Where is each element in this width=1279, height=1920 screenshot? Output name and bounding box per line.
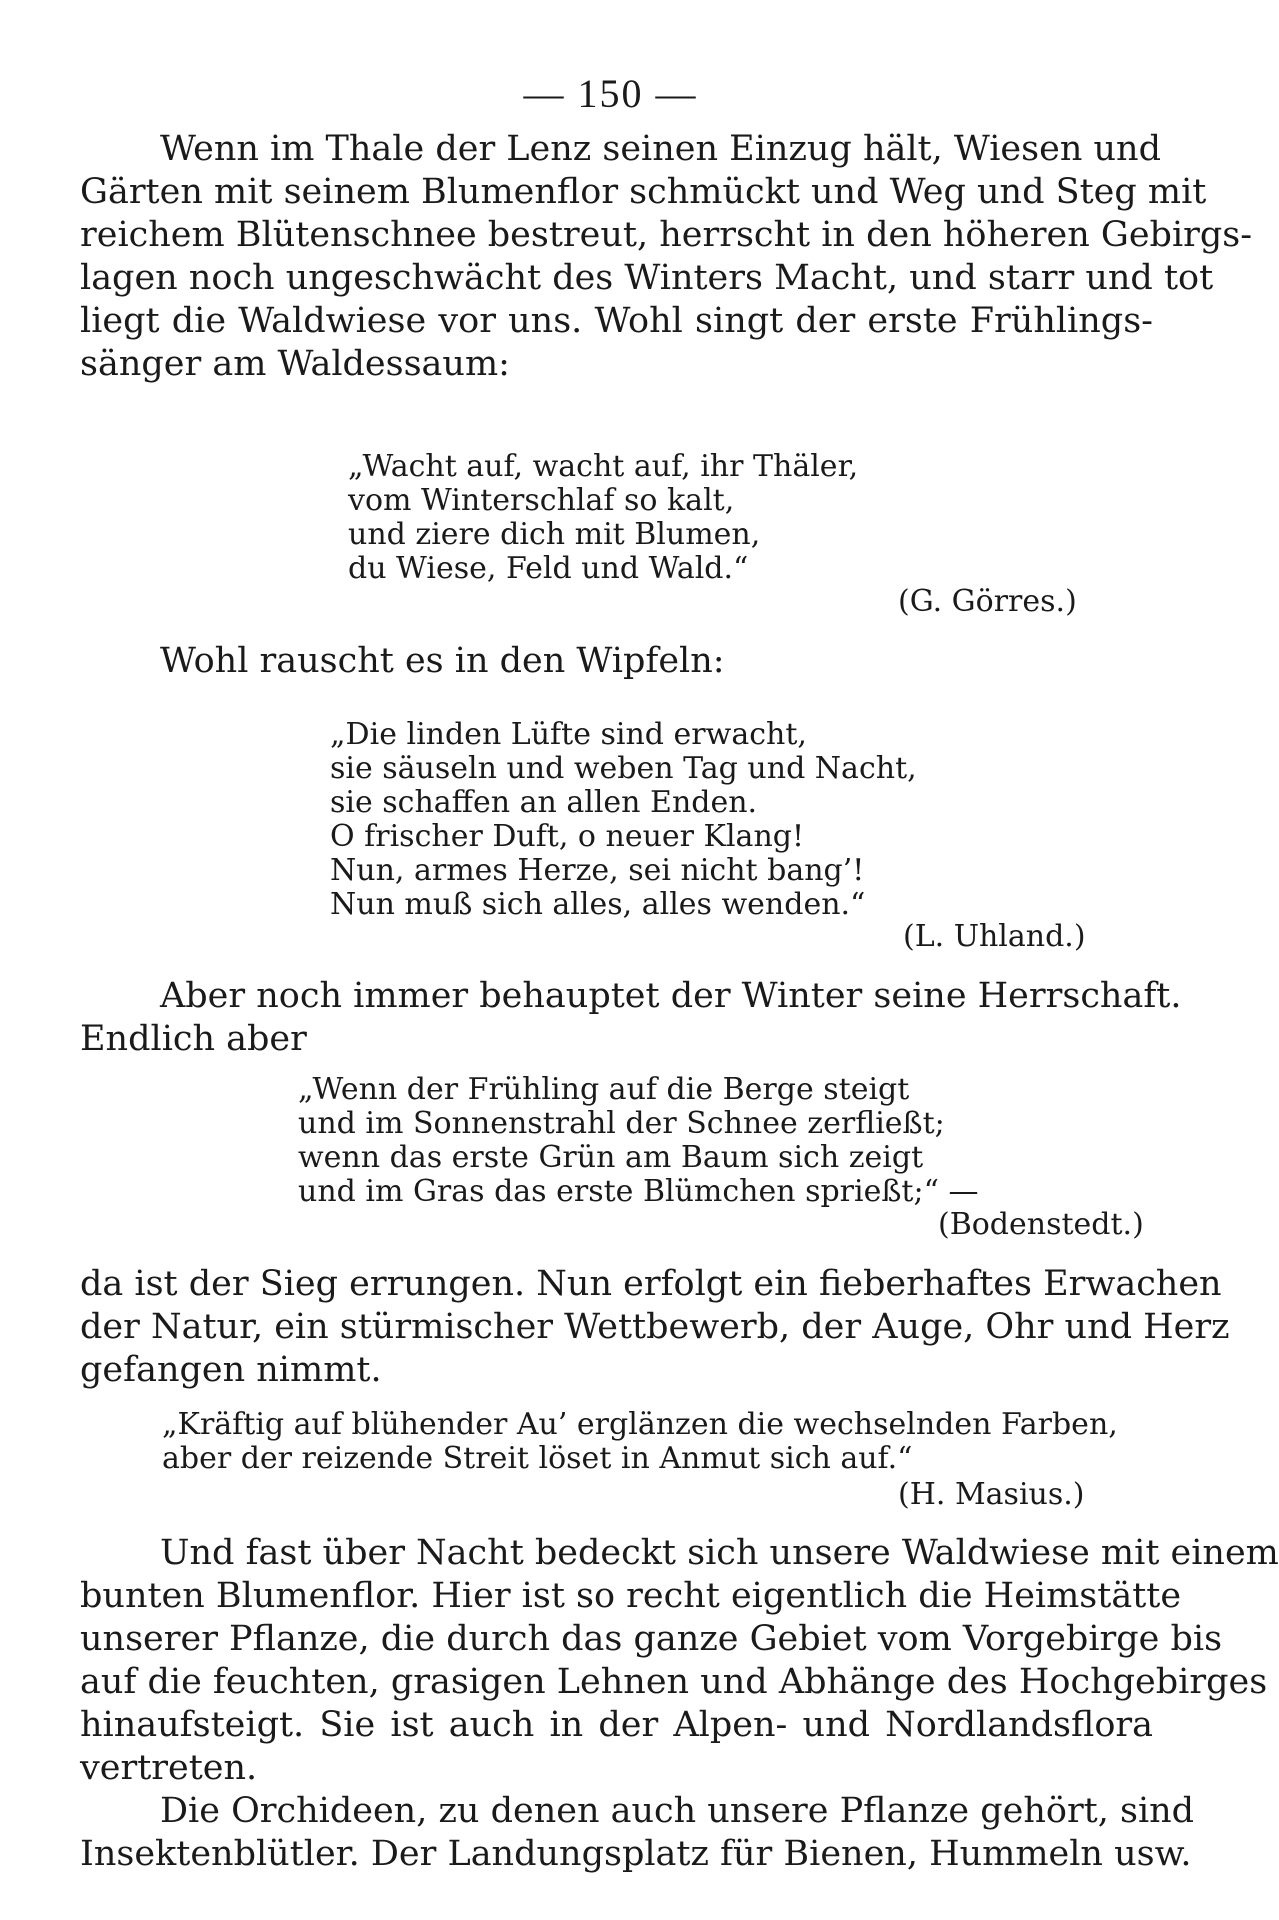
verse-line: wenn das erste Grün am Baum sich zeigt <box>298 1140 924 1175</box>
paragraph-line: reichem Blütenschnee bestreut, herrscht in den höheren Gebirgs- <box>80 215 1253 255</box>
verse-4-attribution: (H. Masius.) <box>898 1477 1085 1512</box>
verse-line: „Kräftig auf blühender Au’ erglänzen die wechselnden Farben, <box>162 1407 1118 1442</box>
verse-line: „Wenn der Frühling auf die Berge steigt <box>298 1072 910 1107</box>
verse-2 <box>330 718 917 922</box>
paragraph-2 <box>80 975 1182 1061</box>
verse-line: und im Gras das erste Blümchen sprießt;“ — <box>298 1174 979 1209</box>
paragraph-line: vertreten. <box>80 1748 258 1788</box>
paragraph-line: hinaufsteigt. Sie ist auch in der Alpen- und Nordlandsflora <box>80 1705 1153 1745</box>
verse-3 <box>298 1073 978 1209</box>
paragraph-line: gefangen nimmt. <box>80 1350 382 1390</box>
paragraph-line: liegt die Waldwiese vor uns. Wohl singt der erste Frühlings- <box>80 301 1153 341</box>
paragraph-line: Wenn im Thale der Lenz seinen Einzug hält, Wiesen und <box>160 129 1161 169</box>
paragraph-wohl <box>160 640 1060 683</box>
paragraph-line: da ist der Sieg errungen. Nun erfolgt ein fieberhaftes Erwachen <box>80 1264 1222 1304</box>
paragraph-line: Und fast über Nacht bedeckt sich unsere Waldwiese mit einem <box>160 1533 1279 1573</box>
paragraph-line: Aber noch immer behauptet der Winter seine Herrschaft. <box>160 976 1182 1016</box>
paragraph-line: Endlich aber <box>80 1019 307 1059</box>
verse-4 <box>162 1408 1118 1476</box>
verse-3-attribution: (Bodenstedt.) <box>938 1207 1144 1242</box>
paragraph-3 <box>80 1263 1230 1392</box>
paragraph-4 <box>80 1532 1279 1790</box>
paragraph-line: lagen noch ungeschwächt des Winters Macht, und starr und tot <box>80 258 1214 298</box>
verse-2-attribution: (L. Uhland.) <box>903 919 1086 954</box>
verse-line: „Wacht auf, wacht auf, ihr Thäler, <box>348 449 859 484</box>
verse-line: sie säuseln und weben Tag und Nacht, <box>330 751 917 786</box>
verse-line: „Die linden Lüfte sind erwacht, <box>330 717 807 752</box>
paragraph-line: Die Orchideen, zu denen auch unsere Pflanze gehört, sind <box>160 1791 1195 1831</box>
paragraph-1 <box>80 128 1253 386</box>
verse-line: aber der reizende Streit löset in Anmut sich auf.“ <box>162 1441 913 1476</box>
verse-1-attribution: (G. Görres.) <box>898 584 1077 619</box>
verse-line: O frischer Duft, o neuer Klang! <box>330 819 805 854</box>
verse-line: vom Winterschlaf so kalt, <box>348 483 735 518</box>
paragraph-5 <box>80 1790 1195 1876</box>
verse-line: und ziere dich mit Blumen, <box>348 517 761 552</box>
paragraph-line: Insektenblütler. Der Landungsplatz für Bienen, Hummeln usw. <box>80 1834 1192 1874</box>
verse-line: und im Sonnenstrahl der Schnee zerfließt; <box>298 1106 945 1141</box>
verse-line: Nun muß sich alles, alles wenden.“ <box>330 887 866 922</box>
paragraph-line: sänger am Waldessaum: <box>80 344 510 384</box>
verse-line: sie schaffen an allen Enden. <box>330 785 758 820</box>
paragraph-line: Gärten mit seinem Blumenflor schmückt und Weg und Steg mit <box>80 172 1207 212</box>
paragraph-line: auf die feuchten, grasigen Lehnen und Abhänge des Hochgebirges <box>80 1662 1268 1702</box>
paragraph-line: der Natur, ein stürmischer Wettbewerb, der Auge, Ohr und Herz <box>80 1307 1230 1347</box>
verse-1 <box>348 450 858 586</box>
paragraph-line: bunten Blumenflor. Hier ist so recht eigentlich die Heimstätte <box>80 1576 1182 1616</box>
paragraph-line: Wohl rauscht es in den Wipfeln: <box>160 641 725 681</box>
paragraph-line: unserer Pflanze, die durch das ganze Gebiet vom Vorgebirge bis <box>80 1619 1223 1659</box>
verse-line: du Wiese, Feld und Wald.“ <box>348 551 749 586</box>
page-number: — 150 — <box>523 71 698 116</box>
verse-line: Nun, armes Herze, sei nicht bang’! <box>330 853 865 888</box>
